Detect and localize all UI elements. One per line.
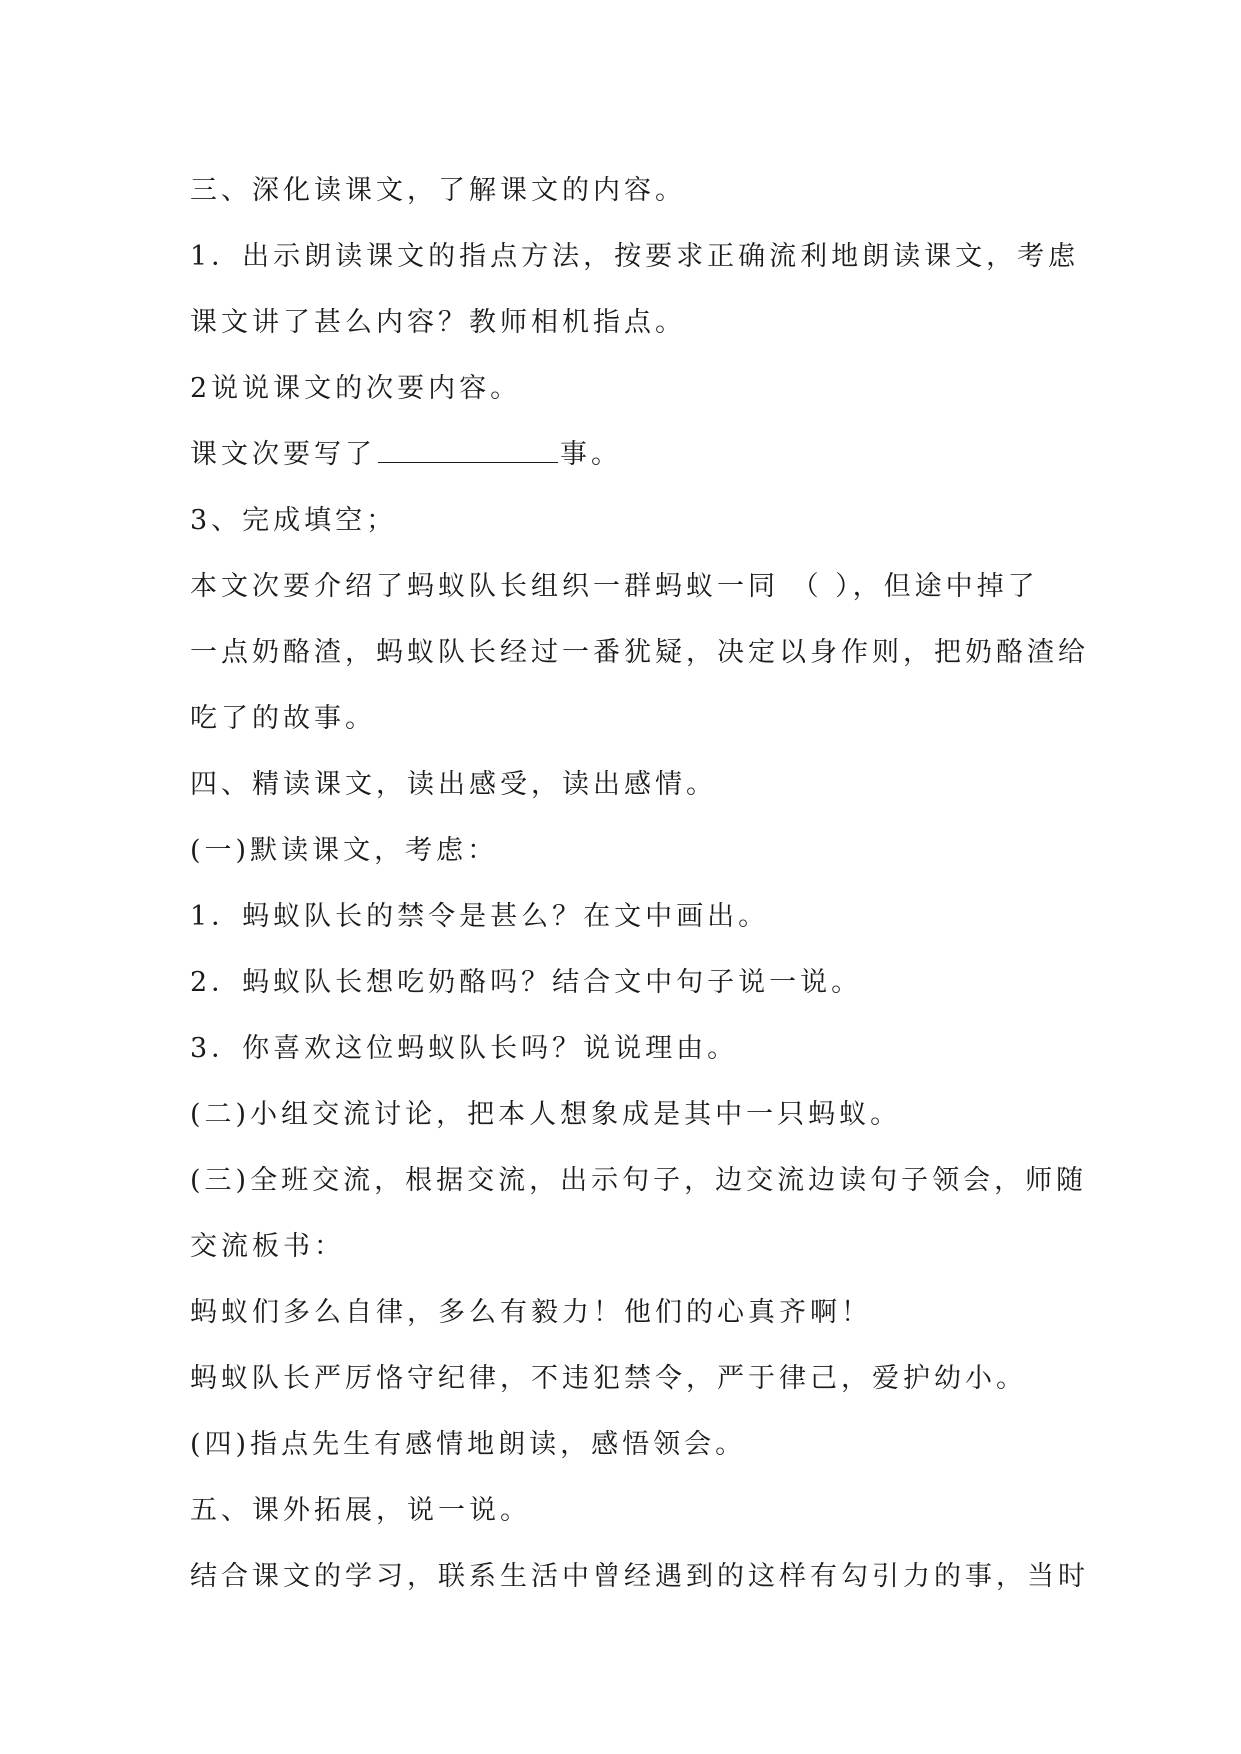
board-note-1: 蚂蚁们多么自律，多么有毅力！他们的心真齐啊！: [190, 1297, 872, 1328]
fill-blank-suffix: 事。: [560, 439, 622, 470]
summary-text-end: 吃了的故事。: [190, 703, 376, 734]
section-heading-5: 五、课外拓展，说一说。: [190, 1495, 531, 1526]
subsection-1: (一)默读课文，考虑：: [190, 835, 499, 866]
subsection-3: (三)全班交流，根据交流，出示句子，边交流边读句子领会，师随: [190, 1165, 1088, 1196]
section-heading-3: 三、深化读课文，了解课文的内容。: [190, 175, 686, 206]
step-3-text: 3、完成填空；: [190, 505, 398, 536]
subsection-2: (二)小组交流讨论，把本人想象成是其中一只蚂蚁。: [190, 1099, 902, 1130]
subsection-4: (四)指点先生有感情地朗读，感悟领会。: [190, 1429, 747, 1460]
document-body: [190, 158, 1089, 1610]
summary-text: 本文次要介绍了蚂蚁队长组织一群蚂蚁一同 （ ），但途中掉了: [190, 571, 1039, 602]
extension-text: 结合课文的学习，联系生活中曾经遇到的这样有勾引力的事，当时: [190, 1561, 1089, 1592]
board-note-2: 蚂蚁队长严厉恪守纪律，不违犯禁令，严于律己，爱护幼小。: [190, 1363, 1027, 1394]
subsection-3-cont: 交流板书：: [190, 1231, 345, 1262]
question-2: 2．蚂蚁队长想吃奶酪吗？结合文中句子说一说。: [190, 967, 863, 998]
step-2-text: 2说说课文的次要内容。: [190, 373, 522, 404]
fill-blank-prefix: 课文次要写了: [190, 439, 376, 470]
blank-underline: [378, 432, 558, 463]
step-1-text-cont: 课文讲了甚么内容？教师相机指点。: [190, 307, 686, 338]
fill-blank-line: [190, 422, 1060, 488]
section-heading-4: 四、精读课文，读出感受，读出感情。: [190, 769, 717, 800]
question-1: 1．蚂蚁队长的禁令是甚么？在文中画出。: [190, 901, 770, 932]
summary-text-cont: 一点奶酪渣，蚂蚁队长经过一番犹疑，决定以身作则，把奶酪渣给: [190, 637, 1089, 668]
question-3: 3．你喜欢这位蚂蚁队长吗？说说理由。: [190, 1033, 739, 1064]
step-1-text: 1．出示朗读课文的指点方法，按要求正确流利地朗读课文，考虑: [190, 241, 1080, 272]
